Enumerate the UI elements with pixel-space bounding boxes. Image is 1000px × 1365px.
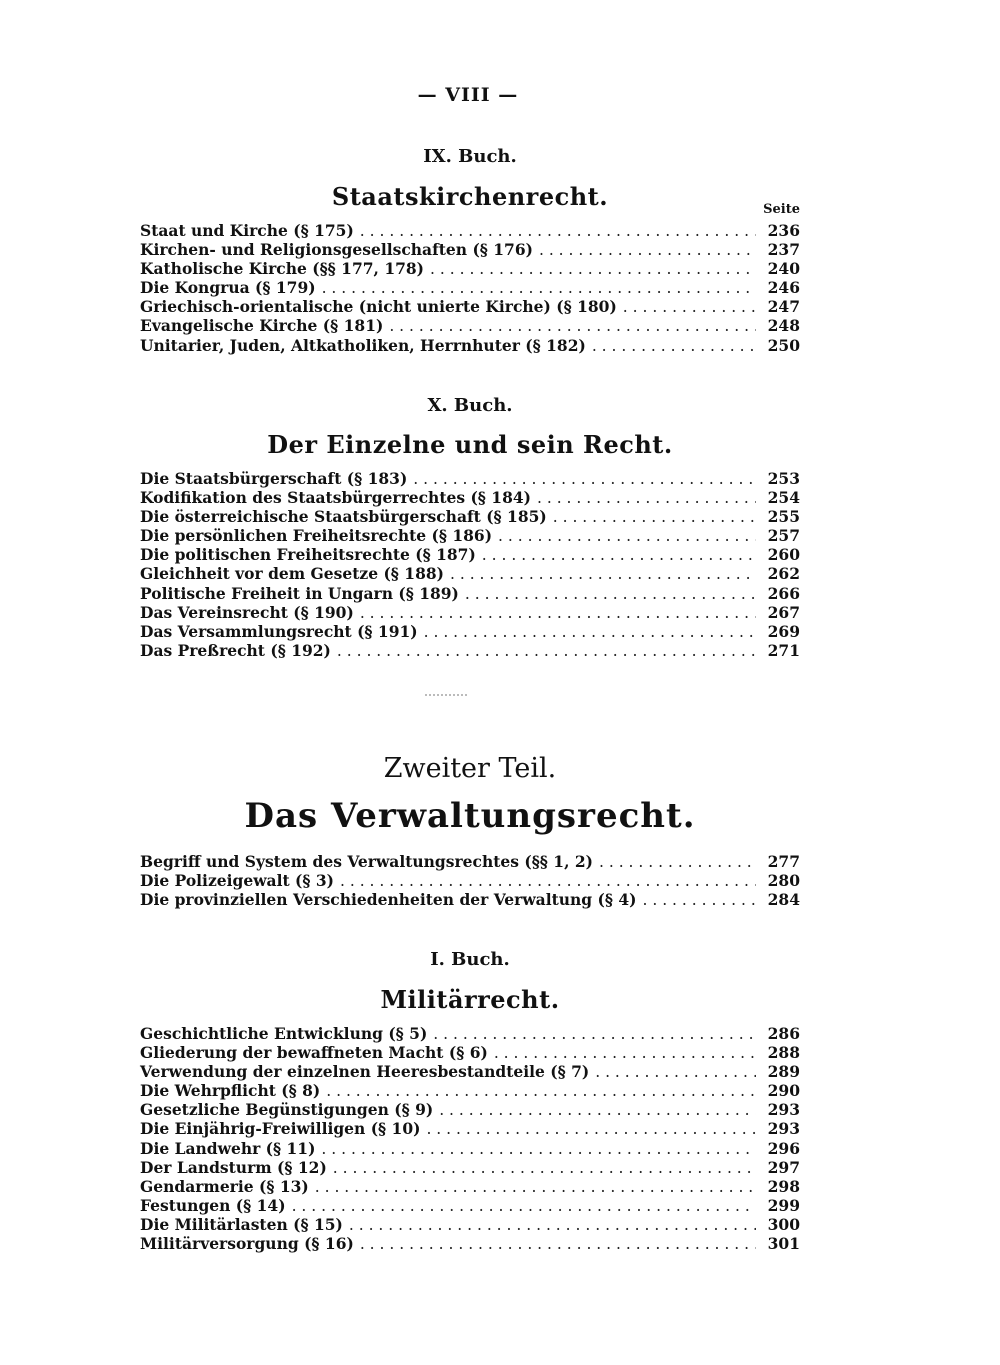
toc-entry-page: 255 (767, 507, 800, 527)
toc-entry-label: Staat und Kirche (§ 175) (140, 221, 354, 240)
toc-entry-label: Gendarmerie (§ 13) (140, 1176, 309, 1196)
dot-leader (360, 222, 756, 241)
dot-leader (360, 604, 756, 623)
toc-entry-label: Das Versammlungsrecht (§ 191) (140, 621, 418, 641)
toc-entry (140, 1062, 800, 1081)
dot-leader (433, 1025, 756, 1044)
section-title-staatskirchenrecht: Staatskirchenrecht. (331, 182, 609, 211)
toc-entry-page: 277 (767, 852, 800, 871)
toc-entry-page: 250 (767, 335, 800, 355)
toc-entry-page: 237 (767, 240, 800, 260)
toc-entry-label: Die Landwehr (§ 11) (140, 1138, 316, 1158)
toc-entry (140, 603, 800, 622)
dot-leader (424, 623, 756, 642)
toc-entry-label: Die Militärlasten (§ 15) (140, 1214, 343, 1234)
toc-entry (140, 507, 800, 526)
toc-entry-label: Die Wehrpflicht (§ 8) (140, 1081, 321, 1101)
toc-entry-page: 289 (767, 1062, 800, 1082)
toc-entry-page: 300 (767, 1214, 800, 1234)
toc-entry-page: 269 (767, 621, 800, 641)
toc-entry (140, 545, 800, 564)
toc-entry-label: Der Landsturm (§ 12) (140, 1157, 327, 1177)
toc-entry-label: Katholische Kirche (§§ 177, 178) (140, 259, 425, 279)
toc-entry-label: Unitarier, Juden, Altkatholiken, Herrnhuter (§ 182) (140, 335, 586, 355)
toc-entry-page: 257 (767, 526, 800, 546)
dot-leader (482, 546, 756, 565)
dot-leader (326, 1082, 756, 1101)
part-title-verwaltungsrecht: Das Verwaltungsrecht. (244, 796, 696, 836)
toc-entry-page: 236 (767, 221, 800, 240)
toc-entry-page: 246 (767, 278, 800, 298)
toc-entry-page: 254 (767, 488, 800, 508)
divider-ornament (425, 694, 467, 696)
dot-leader (592, 337, 756, 356)
book-heading-ix: IX. Buch. (423, 146, 517, 167)
toc-entry-label: Festungen (§ 14) (140, 1195, 286, 1215)
dot-leader (553, 508, 756, 527)
toc-entry (140, 1177, 800, 1196)
toc-entry-label: Militärversorgung (§ 16) (140, 1234, 354, 1254)
toc-entry-page: 253 (767, 469, 800, 488)
dot-leader (599, 853, 756, 872)
dot-leader (333, 1159, 756, 1178)
dot-leader (360, 1235, 756, 1254)
toc-entry-page: 248 (767, 316, 800, 336)
toc-entry-label: Verwendung der einzelnen Heeresbestandteile (§ 7) (140, 1062, 590, 1082)
toc-entry-page: 280 (767, 871, 800, 891)
toc-list (140, 1024, 800, 1253)
toc-entry (140, 240, 800, 259)
dot-leader (413, 470, 756, 489)
dot-leader (337, 642, 756, 661)
dot-leader (643, 891, 757, 910)
dot-leader (498, 527, 756, 546)
dot-leader (595, 1063, 756, 1082)
part-heading: Zweiter Teil. (383, 753, 557, 784)
toc-entry (140, 852, 800, 871)
toc-entry-label: Die provinziellen Verschiedenheiten der Verwaltung (§ 4) (140, 890, 637, 910)
toc-list (140, 221, 800, 355)
toc-entry-label: Die Einjährig-Freiwilligen (§ 10) (140, 1119, 421, 1139)
toc-list (140, 852, 800, 909)
toc-entry (140, 278, 800, 297)
toc-entry-label: Geschichtliche Entwicklung (§ 5) (140, 1024, 428, 1043)
toc-entry-page: 293 (767, 1100, 800, 1120)
toc-entry (140, 1215, 800, 1234)
toc-list (140, 469, 800, 660)
toc-entry (140, 622, 800, 641)
toc-entry-page: 301 (767, 1234, 800, 1254)
toc-entry (140, 1100, 800, 1119)
toc-entry-label: Die Polizeigewalt (§ 3) (140, 871, 334, 891)
toc-entry-page: 247 (767, 297, 800, 317)
toc-entry-label: Die österreichische Staatsbürgerschaft (§ 185) (140, 507, 547, 527)
toc-entry (140, 1043, 800, 1062)
dot-leader (322, 279, 756, 298)
toc-entry-page: 271 (767, 640, 800, 660)
dot-leader (426, 1120, 756, 1139)
toc-entry-label: Die politischen Freiheitsrechte (§ 187) (140, 545, 476, 565)
toc-entry-label: Gliederung der bewaffneten Macht (§ 6) (140, 1043, 488, 1063)
toc-entry-label: Kodifikation des Staatsbürgerrechtes (§ 184) (140, 488, 531, 508)
dot-leader (537, 489, 756, 508)
dot-leader (623, 298, 756, 317)
book-heading-x: X. Buch. (427, 395, 513, 416)
toc-entry-page: 260 (767, 545, 800, 565)
toc-entry (140, 871, 800, 890)
toc-entry-label: Gesetzliche Begünstigungen (§ 9) (140, 1100, 434, 1120)
page-number: — VIII — (417, 84, 519, 106)
dot-leader (450, 565, 756, 584)
dot-leader (340, 872, 756, 891)
dot-leader (539, 241, 756, 260)
dot-leader (430, 260, 756, 279)
dot-leader (321, 1140, 756, 1159)
toc-entry-page: 286 (767, 1024, 800, 1043)
toc-entry (140, 316, 800, 335)
toc-entry-page: 267 (767, 602, 800, 622)
toc-entry (140, 1158, 800, 1177)
section-title-militaerrecht: Militärrecht. (380, 985, 560, 1014)
toc-entry (140, 297, 800, 316)
toc-entry-page: 284 (767, 890, 800, 910)
toc-entry-label: Kirchen- und Religionsgesellschaften (§ 176) (140, 240, 533, 260)
toc-entry-label: Evangelische Kirche (§ 181) (140, 316, 384, 336)
toc-entry-page: 296 (767, 1138, 800, 1158)
dot-leader (439, 1101, 756, 1120)
toc-entry (140, 1081, 800, 1100)
toc-entry (140, 1139, 800, 1158)
seite-column-label: Seite (763, 202, 800, 217)
dot-leader (465, 585, 756, 604)
dot-leader (494, 1044, 756, 1063)
toc-entry (140, 1196, 800, 1215)
dot-leader (389, 317, 756, 336)
toc-entry-label: Die Staatsbürgerschaft (§ 183) (140, 469, 408, 488)
toc-entry-page: 299 (767, 1195, 800, 1215)
toc-entry-label: Das Preßrecht (§ 192) (140, 640, 331, 660)
toc-entry-label: Das Vereinsrecht (§ 190) (140, 602, 354, 622)
toc-entry-label: Gleichheit vor dem Gesetze (§ 188) (140, 564, 444, 584)
dot-leader (349, 1216, 756, 1235)
toc-entry (140, 641, 800, 660)
toc-entry (140, 1119, 800, 1138)
toc-entry-label: Begriff und System des Verwaltungsrechtes (§§ 1, 2) (140, 852, 593, 871)
toc-entry (140, 564, 800, 583)
toc-entry (140, 584, 800, 603)
dot-leader (315, 1178, 756, 1197)
toc-entry-page: 290 (767, 1081, 800, 1101)
toc-entry-page: 293 (767, 1119, 800, 1139)
toc-entry-label: Politische Freiheit in Ungarn (§ 189) (140, 583, 459, 603)
toc-entry-page: 298 (767, 1176, 800, 1196)
toc-entry (140, 221, 800, 240)
toc-entry-page: 262 (767, 564, 800, 584)
toc-entry (140, 890, 800, 909)
toc-entry-page: 297 (767, 1157, 800, 1177)
toc-entry-label: Die persönlichen Freiheitsrechte (§ 186) (140, 526, 493, 546)
toc-entry (140, 1234, 800, 1253)
toc-entry (140, 336, 800, 355)
toc-entry-label: Griechisch-orientalische (nicht unierte Kirche) (§ 180) (140, 297, 617, 317)
toc-entry (140, 526, 800, 545)
section-title-einzelne: Der Einzelne und sein Recht. (267, 430, 673, 459)
book-heading-i: I. Buch. (430, 949, 510, 970)
toc-entry-page: 266 (767, 583, 800, 603)
toc-entry (140, 259, 800, 278)
toc-entry (140, 469, 800, 488)
toc-entry-label: Die Kongrua (§ 179) (140, 278, 316, 298)
toc-entry-page: 288 (767, 1043, 800, 1063)
toc-entry (140, 488, 800, 507)
toc-entry-page: 240 (767, 259, 800, 279)
toc-entry (140, 1024, 800, 1043)
dot-leader (292, 1197, 756, 1216)
